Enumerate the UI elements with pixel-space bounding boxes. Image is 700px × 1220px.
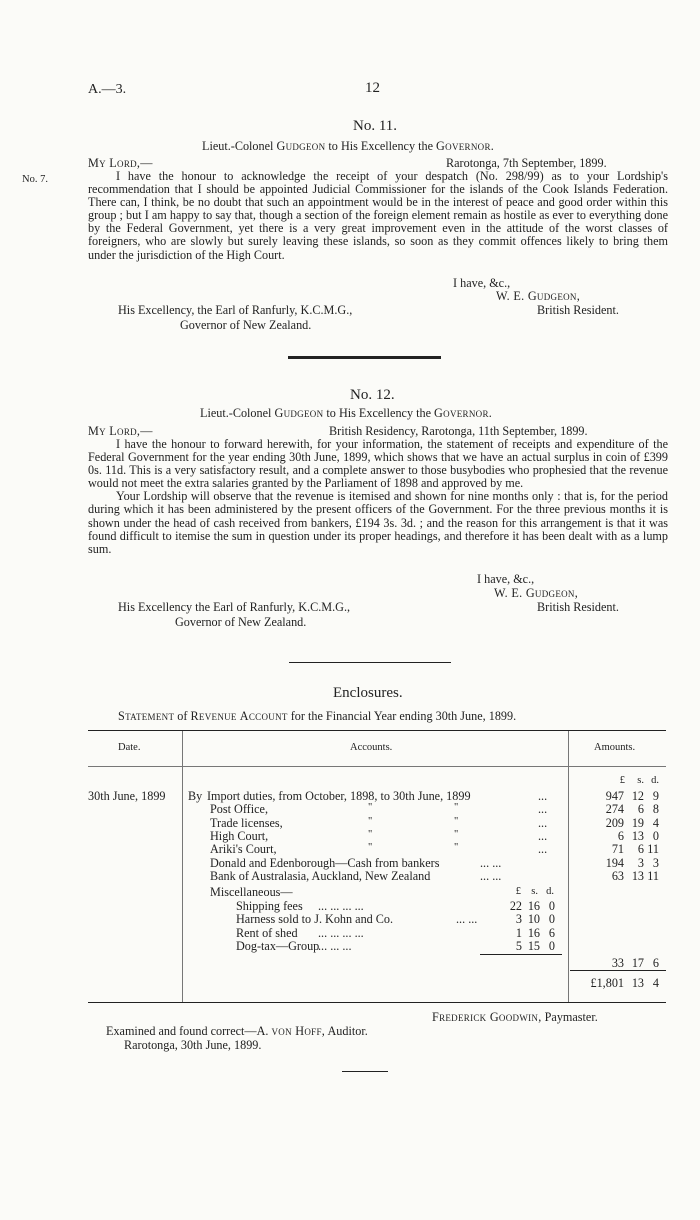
leader-dots: ... ...: [480, 868, 502, 883]
letter-1-number: No. 11.: [353, 118, 398, 134]
letter-2-salutation: My Lord,—: [88, 424, 153, 438]
ditto-mark: ": [368, 802, 373, 814]
amount-shillings: 19: [631, 815, 644, 830]
table-top-rule: [88, 730, 666, 731]
amount-pounds: 947: [605, 789, 624, 803]
row-label: Import duties, from October, 1898, to 30th June, 1899: [207, 789, 471, 803]
amount-pence: 8: [652, 802, 659, 817]
misc-shillings: 16: [527, 899, 540, 913]
row-by: By: [188, 789, 203, 803]
section-divider-thin: [289, 662, 451, 663]
letter-2-addressee: His Excellency the Earl of Ranfurly, K.C.M.G.,: [118, 600, 351, 614]
misc-pounds: 1: [515, 925, 522, 940]
misc-shillings: 16: [527, 925, 540, 940]
amount-shillings: 12: [631, 789, 644, 803]
end-rule: [342, 1071, 388, 1072]
misc-shillings: 15: [527, 938, 540, 953]
amount-shillings: 6: [637, 842, 644, 857]
misc-pence: 6: [548, 925, 555, 940]
col-divider-amount: [568, 731, 569, 1002]
enclosure-place-date: Rarotonga, 30th June, 1899.: [124, 1038, 262, 1052]
letter-1-signature: W. E. Gudgeon,: [496, 289, 581, 303]
amount-pence: 4: [652, 815, 659, 830]
letter-1-body: I have the honour to acknowledge the receipt of your despatch (No. 298/99) as to your Lordship's recommendation that I should be appointed Judicial Commissioner for the islands of the Cook Islands Federation. There can, I think, be no doubt that such an appointment would be in the interest of peace and good order within this group ; but I am happy to say that, though a section of the foreign element remain as hostile as ever to everything done by the Federal Government, yet there is a very great improvement even in the attitude of the worst classes of foreigners, who are slowly but surely leaving these islands, so soon as they commit offences likely to bring them under the jurisdiction of the High Court.: [88, 169, 668, 262]
row-label: Ariki's Court,: [210, 842, 277, 857]
ditto-mark: ": [454, 802, 459, 814]
amount-pence: 0: [652, 828, 659, 843]
misc-subtotal-rule: [480, 954, 562, 955]
amount-pounds: 194: [605, 855, 624, 870]
letter-2-body: I have the honour to forward herewith, for your information, the statement of receipts and expenditure of the Federal Government for the year ending 30th June, 1899, which shows that we have an actual surplus in coin of £399 0s. 11d. This is a very satisfactory result, and a complete answer to those busybodies who prophesied that the revenue would not meet the extra salaries granted by the Parliament of 1898 and approved by me. Your Lordship will observe that the revenue is itemised and shown for nine months only : that is, for the period during which it has been administered by the present officers of the Government. For the three previous months it is shown under the head of cash received from bankers, £194 3s. 3d. ; and the reason for this arrangement is that it was found difficult to itemise the sum in question under its proper headings, and therefore it has been dealt with as a lump sum.: [88, 437, 668, 556]
amount-pounds: 63: [611, 868, 624, 883]
col-divider-date: [182, 731, 183, 1002]
misc-currency-pence: d.: [546, 886, 554, 897]
row-label: Donald and Edenborough—Cash from bankers: [210, 855, 440, 870]
col-header-date: Date.: [118, 742, 141, 753]
misc-currency-pounds: £: [515, 886, 521, 897]
misc-total-pounds: 33: [611, 956, 624, 970]
letter-2-closing: I have, &c.,: [477, 572, 535, 586]
misc-pounds: 22: [509, 899, 522, 913]
misc-pounds: 5: [515, 938, 522, 953]
amount-shillings: 13: [631, 828, 644, 843]
amount-pounds: 209: [605, 815, 624, 830]
auditor-line: Examined and found correct—A. von Hoff, Auditor.: [106, 1024, 368, 1038]
amount-pounds: 274: [605, 802, 624, 817]
misc-shillings: 10: [527, 912, 540, 927]
currency-pence: d.: [651, 775, 659, 786]
amount-shillings: 6: [637, 802, 644, 817]
row-label: Trade licenses,: [210, 815, 283, 830]
col-header-accounts: Accounts.: [350, 742, 393, 753]
table-bottom-rule: [88, 1002, 666, 1003]
ditto-mark: ": [368, 842, 373, 854]
leader-dots: ...: [538, 802, 548, 817]
letter-2-sig-title: British Resident.: [537, 600, 619, 614]
ditto-mark: ": [368, 815, 373, 827]
misc-total-pence: 6: [652, 956, 659, 970]
row-label: Bank of Australasia, Auckland, New Zealand: [210, 868, 431, 883]
currency-pounds: £: [619, 775, 625, 786]
misc-pence: 0: [548, 912, 555, 927]
row-label: Post Office,: [210, 802, 268, 817]
ditto-mark: ": [454, 815, 459, 827]
letter-2-addressee-2: Governor of New Zealand.: [175, 615, 307, 629]
amount-pence: 3: [652, 855, 659, 870]
statement-title: Statement of Revenue Account for the Financial Year ending 30th June, 1899.: [118, 709, 517, 723]
page-number: 12: [365, 80, 380, 96]
ditto-mark: ": [454, 828, 459, 840]
enclosures-heading: Enclosures.: [333, 685, 403, 701]
letter-1-place-date: Rarotonga, 7th September, 1899.: [446, 156, 607, 170]
letter-1-from-line: Lieut.-Colonel Gudgeon to His Excellency the Governor.: [202, 139, 495, 153]
leader-dots: ... ... ...: [318, 938, 352, 953]
letter-1-sig-title: British Resident.: [537, 303, 619, 317]
page-ref: A.—3.: [88, 82, 127, 97]
misc-label: Miscellaneous—: [210, 885, 293, 899]
misc-pence: 0: [548, 938, 555, 953]
ditto-mark: ": [368, 828, 373, 840]
misc-currency-shillings: s.: [531, 886, 538, 897]
letter-2-signature: W. E. Gudgeon,: [494, 586, 579, 600]
amount-shillings: 3: [637, 855, 644, 870]
row-date: 30th June, 1899: [88, 789, 166, 803]
grand-total-pounds: £1,801: [590, 976, 624, 990]
paymaster-line: Frederick Goodwin, Paymaster.: [432, 1010, 598, 1024]
grand-total-rule: [570, 970, 666, 971]
row-label: High Court,: [210, 828, 269, 843]
letter-1-addressee-2: Governor of New Zealand.: [180, 318, 312, 332]
leader-dots: ...: [538, 842, 548, 857]
letter-2-number: No. 12.: [350, 387, 395, 403]
leader-dots: ... ...: [480, 855, 502, 870]
amount-pence: 11: [647, 842, 659, 857]
letter-2-from-line: Lieut.-Colonel Gudgeon to His Excellency the Governor.: [200, 406, 493, 420]
misc-label-text: Dog-tax—Group: [236, 938, 320, 953]
amount-pence: 9: [652, 789, 659, 803]
misc-total-shillings: 17: [631, 956, 644, 970]
grand-total-shillings: 13: [631, 976, 644, 990]
margin-note: No. 7.: [22, 174, 48, 185]
letter-1-salutation: My Lord,—: [88, 156, 153, 170]
leader-dots: ... ...: [456, 912, 478, 927]
col-header-amounts: Amounts.: [594, 742, 636, 753]
misc-pounds: 3: [515, 912, 522, 927]
leader-dots: ... ... ... ...: [318, 899, 364, 913]
letter-2-place-date: British Residency, Rarotonga, 11th September, 1899.: [329, 424, 588, 438]
amount-pence: 11: [647, 868, 659, 883]
leader-dots: ...: [538, 815, 548, 830]
section-divider: [288, 356, 441, 359]
misc-label-text: Harness sold to J. Kohn and Co.: [236, 912, 394, 927]
misc-label-text: Shipping fees: [236, 899, 303, 913]
amount-pounds: 6: [617, 828, 624, 843]
ditto-mark: ": [454, 842, 459, 854]
amount-pounds: 71: [611, 842, 624, 857]
leader-dots: ... ... ... ...: [318, 925, 364, 940]
letter-1-addressee: His Excellency, the Earl of Ranfurly, K.C.M.G.,: [118, 303, 353, 317]
currency-shillings: s.: [637, 775, 644, 786]
misc-pence: 0: [548, 899, 555, 913]
grand-total-pence: 4: [652, 976, 659, 990]
leader-dots: ...: [538, 789, 548, 803]
table-header-rule: [88, 766, 666, 767]
leader-dots: ...: [538, 828, 548, 843]
misc-label-text: Rent of shed: [236, 925, 298, 940]
amount-shillings: 13: [631, 868, 644, 883]
letter-1-closing: I have, &c.,: [453, 276, 511, 290]
